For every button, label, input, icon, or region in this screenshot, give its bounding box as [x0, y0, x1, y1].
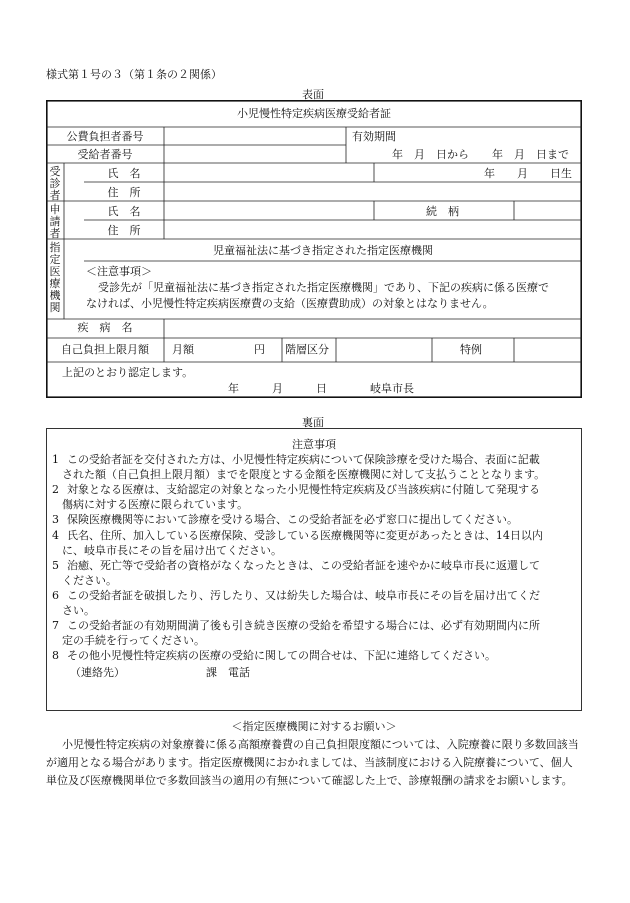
- notice-item-text: この受給者証を交付された方は、小児慢性特定疾病について保険診療を受けた場合、表面に記載: [67, 453, 540, 466]
- special-label: 特例: [460, 343, 482, 356]
- notice-item-line-1: [52, 482, 580, 497]
- certify-date: 年 月 日: [228, 382, 327, 395]
- notice-item: [52, 648, 580, 663]
- birth-date: 年 月 日生: [484, 167, 572, 180]
- notice-item-line-2: に、岐阜市長にその旨を届け出てください。: [62, 544, 282, 557]
- relation-label: 続 柄: [426, 205, 459, 218]
- request-line-2: が適用となる場合があります。指定医療機関におかれましては、当該制度における入院療養について、個人: [46, 756, 573, 769]
- caution-heading: ＜注意事項＞: [86, 265, 152, 278]
- validity-from: 年 月 日から: [392, 148, 469, 161]
- notice-item-line-2: さい。: [62, 604, 95, 617]
- notice-item: [52, 558, 580, 588]
- monthly-label: 月額: [172, 343, 194, 356]
- notice-item-number: 3: [52, 513, 59, 526]
- contact-dept: 課 電話: [206, 666, 250, 679]
- caution-line-2: なければ、小児慢性特定疾病医療費の支給（医療費助成）の対象とはなりません。: [86, 297, 494, 310]
- notice-item: [52, 452, 580, 482]
- notice-item-line-1: [52, 618, 580, 633]
- notice-title: 注意事項: [292, 438, 336, 451]
- validity-to: 年 月 日まで: [492, 148, 569, 161]
- request-title: ＜指定医療機関に対するお願い＞: [231, 720, 397, 733]
- patient-name-label: 氏 名: [107, 167, 141, 180]
- public-payer-label: 公費負担者番号: [66, 130, 144, 143]
- notice-item: [52, 618, 580, 648]
- copay-label: 自己負担上限月額: [61, 343, 149, 356]
- patient-address-label: 住 所: [107, 186, 141, 199]
- tier-label: 階層区分: [285, 343, 329, 356]
- notice-item-number: 6: [52, 589, 59, 602]
- notice-item: [52, 512, 580, 527]
- certificate-title: 小児慢性特定疾病医療受給者証: [237, 107, 391, 120]
- certify-text: 上記のとおり認定します。: [62, 366, 194, 379]
- notice-item-text: その他小児慢性特定疾病の医療の受給に関しての問合せは、下記に連絡してください。: [67, 649, 496, 662]
- notice-item-text: この受給者証の有効期間満了後も引き続き医療の受給を希望する場合には、必ず有効期間内に所: [67, 619, 540, 632]
- notice-item: [52, 482, 580, 512]
- validity-label: 有効期間: [352, 130, 396, 143]
- back-side-label: 裏面: [302, 416, 324, 429]
- patient-group-label: 受 診 者: [49, 165, 61, 202]
- notice-item-number: 1: [52, 453, 59, 466]
- applicant-name-label: 氏 名: [107, 205, 141, 218]
- recipient-number-label: 受給者番号: [77, 148, 133, 161]
- yen-label: 円: [254, 343, 265, 356]
- notice-item-line-1: [52, 512, 580, 527]
- contact-label: （連絡先）: [70, 666, 125, 679]
- notice-item-number: 7: [52, 619, 59, 632]
- notice-item-number: 4: [52, 529, 59, 542]
- request-line-3: 単位及び医療機関単位で多数回該当の適用の有無について確認した上で、診療報酬の請求をお願いします。: [46, 774, 573, 787]
- applicant-group-label: 申 請 者: [49, 203, 61, 240]
- institution-heading: 児童福祉法に基づき指定された指定医療機関: [213, 244, 433, 257]
- notice-item-text: この受給者証を破損したり、汚したり、又は紛失した場合は、岐阜市長にその旨を届け出てくだ: [67, 589, 540, 602]
- front-side-label: 表面: [302, 88, 324, 101]
- notice-item-line-1: [52, 528, 580, 543]
- notice-item-line-1: [52, 452, 580, 467]
- notice-item-line-2: 傷病に対する医療に限られています。: [62, 498, 249, 511]
- notice-item-line-2: 定の手続を行ってください。: [62, 634, 205, 647]
- applicant-address-label: 住 所: [107, 224, 141, 237]
- notice-item-text: 治癒、死亡等で受給者の資格がなくなったときは、この受給者証を速やかに岐阜市長に返還して: [67, 559, 540, 572]
- disease-label: 疾 病 名: [77, 321, 133, 334]
- request-line-1: 小児慢性特定疾病の対象療養に係る高額療養費の自己負担限度額については、入院療養に限り多数回該当: [62, 738, 579, 751]
- notice-item: [52, 588, 580, 618]
- notice-item-number: 2: [52, 483, 59, 496]
- notice-item-line-1: [52, 558, 580, 573]
- notice-item-line-1: [52, 648, 580, 663]
- notice-item: [52, 528, 580, 558]
- form-number: 様式第１号の３（第１条の２関係）: [46, 68, 222, 81]
- caution-line-1: 受診先が「児童福祉法に基づき指定された指定医療機関」であり、下記の疾病に係る医療で: [98, 281, 549, 294]
- notice-item-line-2: された額（自己負担上限月額）までを限度とする金額を医療機関に対して支払うこととなります。: [62, 468, 546, 481]
- notice-item-number: 5: [52, 559, 59, 572]
- notice-item-text: 氏名、住所、加入している医療保険、受診している医療機関等に変更があったときは、14日以内: [67, 529, 543, 542]
- notice-item-line-1: [52, 588, 580, 603]
- notice-item-text: 対象となる医療は、支給認定の対象となった小児慢性特定疾病及び当該疾病に付随して発現する: [67, 483, 540, 496]
- notice-item-text: 保険医療機関等において診療を受ける場合、この受給者証を必ず窓口に提出してください。: [67, 513, 518, 526]
- institution-group-label: 指 定 医 療 機 関: [49, 241, 61, 314]
- mayor-label: 岐阜市長: [370, 382, 414, 395]
- notice-item-line-2: ください。: [62, 574, 117, 587]
- notice-item-number: 8: [52, 649, 59, 662]
